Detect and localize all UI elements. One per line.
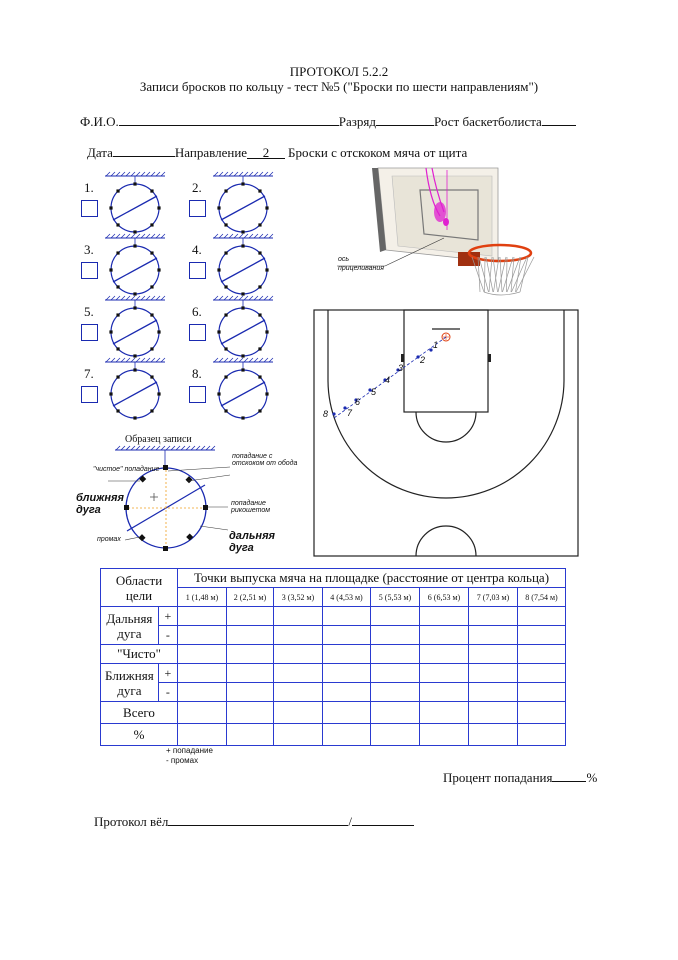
near-arc-minus-cell-3[interactable] (274, 683, 323, 702)
sample-clean-hit: "чистое" попадание (93, 466, 160, 473)
column-header-8: 8 (7,54 м) (518, 588, 566, 607)
near-arc-plus: + (158, 664, 177, 683)
hit-percent-row (443, 768, 597, 786)
sample-near-arc: ближняя дуга (76, 492, 124, 516)
court-point-label-6: 6 (355, 397, 361, 407)
direction-value: 2 (262, 145, 270, 160)
legend-hit: + попадание (166, 746, 213, 755)
percent-cell-2[interactable] (227, 724, 274, 746)
recorded-by-row (94, 812, 414, 830)
column-header-5: 5 (5,53 м) (371, 588, 420, 607)
total-cell-1[interactable] (178, 702, 227, 724)
far-arc-plus-cell-8[interactable] (518, 607, 566, 626)
far-arc-plus-cell-6[interactable] (420, 607, 469, 626)
total-label: Всего (101, 702, 178, 724)
near-arc-minus: - (158, 683, 177, 702)
direction-label: Направление (174, 145, 248, 160)
far-arc-plus-cell-3[interactable] (274, 607, 323, 626)
total-cell-8[interactable] (518, 702, 566, 724)
near-arc-plus-cell-3[interactable] (274, 664, 323, 683)
percent-label: % (101, 724, 178, 746)
near-arc-plus-cell-1[interactable] (178, 664, 227, 683)
court-point-8 (332, 412, 335, 415)
results-table (100, 568, 566, 746)
column-header-3: 3 (3,52 м) (274, 588, 323, 607)
near-arc-plus-cell-7[interactable] (469, 664, 518, 683)
legend-miss: - промах (166, 756, 199, 765)
near-arc-plus-cell-6[interactable] (420, 664, 469, 683)
near-arc-minus-cell-4[interactable] (323, 683, 371, 702)
percent-cell-4[interactable] (323, 724, 371, 746)
height-label: Рост баскетболиста (434, 114, 542, 129)
far-arc-plus-cell-2[interactable] (227, 607, 274, 626)
court-point-label-7: 7 (347, 408, 353, 418)
far-arc-minus-cell-2[interactable] (227, 626, 274, 645)
circle-label-1: 1. (84, 180, 94, 195)
aim-axis-label: ось прицеливания (338, 256, 385, 272)
percent-cell-3[interactable] (274, 724, 323, 746)
court-point-label-5: 5 (371, 387, 377, 397)
column-header-7: 7 (7,03 м) (469, 588, 518, 607)
clean-cell-4[interactable] (323, 645, 371, 664)
hit-percent-sign: % (586, 770, 598, 785)
points-header: Точки выпуска мяча на площадке (расстояние от центра кольца) (178, 569, 566, 588)
near-arc-label: Ближняя дуга (101, 664, 159, 702)
clean-cell-7[interactable] (469, 645, 518, 664)
clean-cell-1[interactable] (178, 645, 227, 664)
far-arc-minus: - (158, 626, 177, 645)
near-arc-minus-cell-7[interactable] (469, 683, 518, 702)
near-arc-minus-cell-6[interactable] (420, 683, 469, 702)
throw-type: Броски с отскоком мяча от щита (288, 145, 468, 160)
column-header-4: 4 (4,53 м) (323, 588, 371, 607)
circle-label-3: 3. (84, 242, 94, 257)
sample-title: Образец записи (125, 434, 192, 445)
circle-label-6: 6. (192, 304, 202, 319)
recorded-by-slash: / (348, 814, 352, 829)
hit-percent-label: Процент попадания (443, 770, 553, 785)
areas-header: Области цели (101, 569, 178, 607)
clean-cell-8[interactable] (518, 645, 566, 664)
far-arc-label: Дальняя дуга (101, 607, 159, 645)
far-arc-minus-cell-6[interactable] (420, 626, 469, 645)
near-arc-minus-cell-2[interactable] (227, 683, 274, 702)
far-arc-plus: + (158, 607, 177, 626)
court-point-label-8: 8 (323, 409, 329, 419)
near-arc-plus-cell-2[interactable] (227, 664, 274, 683)
recorded-by-field[interactable] (168, 812, 348, 826)
sample-far-arc: дальняя дуга (229, 530, 276, 554)
near-arc-plus-cell-5[interactable] (371, 664, 420, 683)
sample-ricochet: попадание рикошетом (231, 500, 271, 514)
near-arc-minus-cell-1[interactable] (178, 683, 227, 702)
circle-label-8: 8. (192, 366, 202, 381)
percent-cell-5[interactable] (371, 724, 420, 746)
near-arc-plus-cell-8[interactable] (518, 664, 566, 683)
near-arc-minus-cell-8[interactable] (518, 683, 566, 702)
court-point-label-2: 2 (420, 355, 426, 365)
hit-percent-field[interactable] (552, 768, 586, 782)
rank-label: Разряд (338, 114, 377, 129)
far-arc-minus-cell-8[interactable] (518, 626, 566, 645)
fio-label: Ф.И.О. (80, 114, 119, 129)
far-arc-minus-cell-5[interactable] (371, 626, 420, 645)
column-header-2: 2 (2,51 м) (227, 588, 274, 607)
far-arc-minus-cell-7[interactable] (469, 626, 518, 645)
far-arc-minus-cell-1[interactable] (178, 626, 227, 645)
percent-cell-1[interactable] (178, 724, 227, 746)
total-cell-2[interactable] (227, 702, 274, 724)
page-subtitle: Записи бросков по кольцу - тест №5 ("Броски по шести направлениям") (139, 79, 539, 94)
sample-rim-hit: попадание с отскоком от обода (232, 453, 298, 467)
far-arc-minus-cell-4[interactable] (323, 626, 371, 645)
total-cell-3[interactable] (274, 702, 323, 724)
clean-cell-2[interactable] (227, 645, 274, 664)
circle-label-4: 4. (192, 242, 202, 257)
circle-label-5: 5. (84, 304, 94, 319)
total-cell-4[interactable] (323, 702, 371, 724)
far-arc-plus-cell-4[interactable] (323, 607, 371, 626)
column-header-6: 6 (6,53 м) (420, 588, 469, 607)
recorded-by-label: Протокол вёл (94, 814, 169, 829)
circle-label-2: 2. (192, 180, 202, 195)
far-arc-plus-cell-1[interactable] (178, 607, 227, 626)
far-arc-plus-cell-5[interactable] (371, 607, 420, 626)
near-arc-minus-cell-5[interactable] (371, 683, 420, 702)
clean-label: "Чисто" (101, 645, 178, 664)
court-point-label-3: 3 (398, 363, 404, 373)
circle-label-7: 7. (84, 366, 94, 381)
clean-cell-5[interactable] (371, 645, 420, 664)
percent-cell-6[interactable] (420, 724, 469, 746)
total-cell-6[interactable] (420, 702, 469, 724)
clean-cell-6[interactable] (420, 645, 469, 664)
column-header-1: 1 (1,48 м) (178, 588, 227, 607)
court-point-label-1: 1 (433, 340, 439, 350)
far-arc-minus-cell-3[interactable] (274, 626, 323, 645)
percent-cell-8[interactable] (518, 724, 566, 746)
total-cell-7[interactable] (469, 702, 518, 724)
sample-miss: промах (97, 536, 121, 543)
court-point-label-4: 4 (385, 375, 391, 385)
percent-cell-7[interactable] (469, 724, 518, 746)
total-cell-5[interactable] (371, 702, 420, 724)
page-title: ПРОТОКОЛ 5.2.2 (289, 64, 389, 79)
near-arc-plus-cell-4[interactable] (323, 664, 371, 683)
recorded-by-sign-field[interactable] (352, 812, 414, 826)
date-label: Дата (87, 145, 113, 160)
clean-cell-3[interactable] (274, 645, 323, 664)
far-arc-plus-cell-7[interactable] (469, 607, 518, 626)
